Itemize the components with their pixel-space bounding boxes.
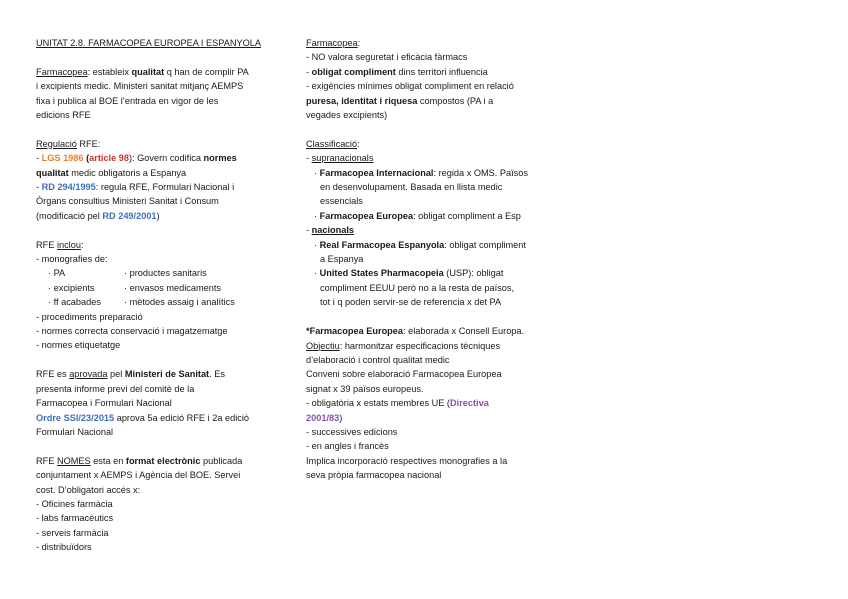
term-aprovada: aprovada xyxy=(69,369,108,380)
europea-section: *Farmacopea Europea: elaborada x Consell Europa. Objectiu: harmonitzar especificacions tècniques d’elaboració i control qualitat medic Conveni sobre elaboració Farmacopea Europea signat x 39 països europeus. - obligatòria x estats membres UE (Directiva 2001/83) - successives edicions - en angles i francès Implica incorporació respectives monografies a la seva pròpia farmacopea nacional xyxy=(306,326,525,481)
term-qualitat: qualitat xyxy=(131,66,165,77)
directiva-reference: Directiva xyxy=(450,398,489,409)
farmacopea-properties: Farmacopea: - NO valora seguretat i eficàcia fàrmacs - obligat compliment dins territori influencia - exigències mínimes obligat compliment en relació puresa, identitat i riquesa compostos (PA i a vegades excipients) xyxy=(306,38,514,121)
classificacio-section: Classificació: - supranacionals · Farmacopea Internacional: regida x OMS. Països en desenvolupament. Basada en llista medic essencials · Farmacopea Europea: obligat compliment a Esp - nacionals · Real Farmacopea Espanyola: obligat compliment a Espanya · United States Pharmacopeia (USP): obligat compliment EEUU però no a la resta de països, tot i q poden servir-se de referencia x det PA xyxy=(306,138,528,308)
right-column xyxy=(306,36,551,483)
term-regulacio: Regulació xyxy=(36,138,77,149)
directiva-number: 2001/83 xyxy=(306,412,340,423)
monografies-row: · ff acabades · mètodes assaig i analítics xyxy=(48,297,235,308)
term-farmacopea: Farmacopea xyxy=(36,66,88,77)
list-item: - distribuïdors xyxy=(36,542,92,553)
regulacio-section: Regulació RFE: - LGS 1986 (article 98): Govern codifica normes qualitat medic obligatoris a Espanya - RD 294/1995: regula RFE, Formulari Nacional i Òrgans consultius Ministeri Sanitat i Consum (modificació pel RD 249/2001) xyxy=(36,138,237,221)
rd294-reference: RD 294/1995 xyxy=(41,182,96,193)
monografies-row: · PA · productes sanitaris xyxy=(48,268,207,279)
farmacopea-definition: Farmacopea: estableix qualitat q han de complir PA i excipients medic. Ministeri sanitat mitjanç AEMPS fixa i publica al BOE l’entrada en vigor de les edicions RFE xyxy=(36,66,249,121)
list-item: - labs farmacèutics xyxy=(36,513,114,524)
left-column xyxy=(36,36,286,555)
list-item: - normes correcta conservació i magatzematge xyxy=(36,326,228,337)
list-item: - serveis farmàcia xyxy=(36,527,109,538)
list-item: - normes etiquetatge xyxy=(36,340,121,351)
rd249-reference: RD 249/2001 xyxy=(102,210,157,221)
lgs-reference: LGS 1986 xyxy=(41,153,84,164)
unit-title: UNITAT 2.8. FARMACOPEA EUROPEA I ESPANYOLA xyxy=(36,38,261,48)
nomes-section: RFE NOMES esta en format electrònic publicada conjuntament x AEMPS i Agència del BOE. Servei cost. D’obligatori accés x: - Oficines farmàcia - labs farmacèutics - serveis farmàcia - distribuïdors xyxy=(36,454,286,555)
term-inclou: inclou xyxy=(56,239,81,250)
list-item: - procediments preparació xyxy=(36,311,143,322)
term-objectiu: Objectiu xyxy=(306,340,340,351)
aprovada-section: RFE es aprovada pel Ministeri de Sanitat. Es presenta informe previ del comitè de la Farmacopea i Formulari Nacional Ordre SSI/23/2015 aprova 5a edició RFE i 2a edició Formulari Nacional xyxy=(36,369,249,437)
inclou-section: RFE inclou: - monografies de: · PA · productes sanitaris · excipients · envasos medicaments · ff acabades · mètodes assaig i analítics - procediments preparació - normes correcta conservació i magatzematge - normes etiquetatge xyxy=(36,238,286,353)
monografies-row: · excipients · envasos medicaments xyxy=(48,282,222,293)
term-classificacio: Classificació xyxy=(306,138,358,149)
term-farmacopea: Farmacopea xyxy=(306,38,358,48)
term-nomes: NOMES xyxy=(56,455,91,466)
ordre-reference: Ordre SSI/23/2015 xyxy=(36,412,115,423)
article-reference: article 98 xyxy=(89,153,129,164)
list-item: - Oficines farmàcia xyxy=(36,498,113,509)
